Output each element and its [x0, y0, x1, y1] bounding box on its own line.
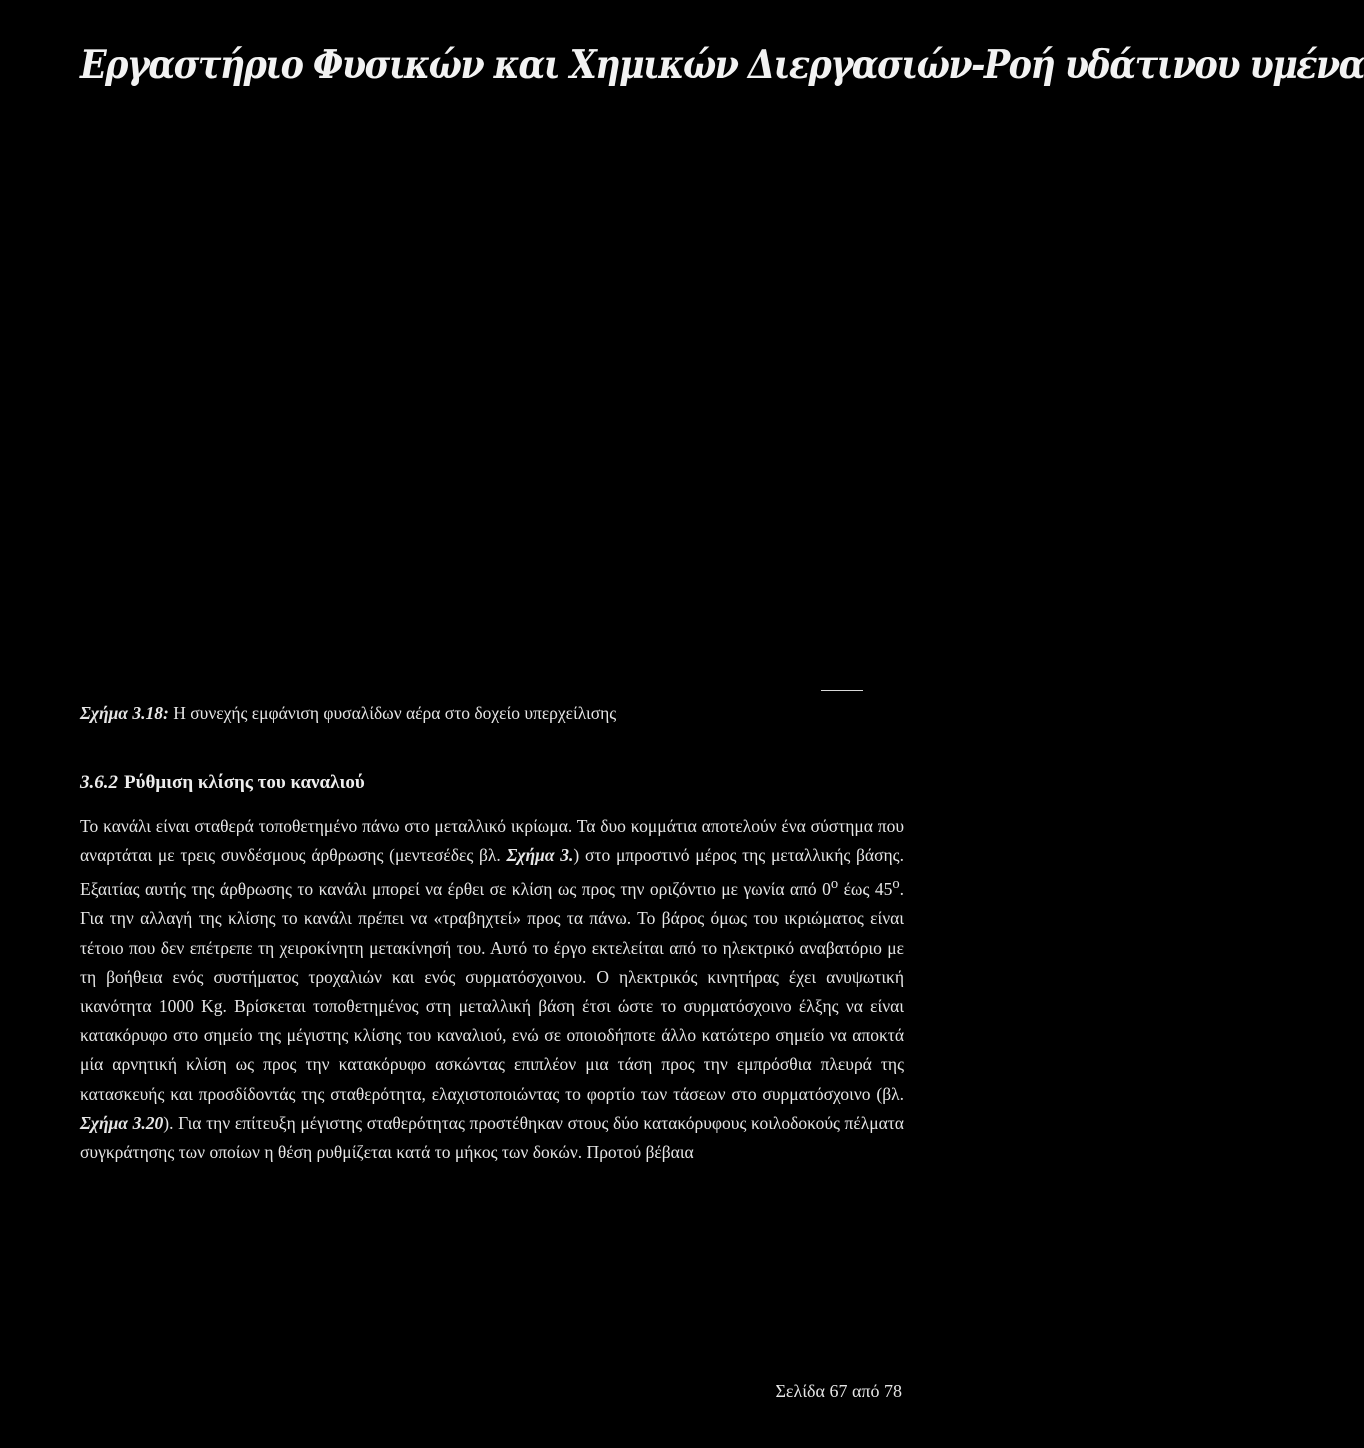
divider	[821, 690, 863, 691]
page-header-title: Εργαστήριο Φυσικών και Χημικών Διεργασιών-Ροή υδάτινου υμένα	[80, 42, 1364, 88]
body-text-2: ) στο μπροστινό μέρος της μεταλλικής βάσης. Εξαιτίας αυτής της άρθρωσης το κανάλι μπορεί να έρθει σε κλίση ως προς την οριζόντιο με γωνία από 0	[80, 845, 904, 900]
body-paragraph	[80, 812, 904, 1167]
section-heading	[80, 772, 365, 794]
page-number: Σελίδα 67 από 78	[775, 1381, 902, 1401]
figure-caption	[80, 703, 616, 724]
degree-sign: ο	[892, 876, 900, 893]
figure-caption-text: Η συνεχής εμφάνιση φυσαλίδων αέρα στο δοχείο υπερχείλισης	[173, 703, 617, 723]
section-number: 3.6.2	[80, 772, 118, 793]
figure-label: Σχήμα 3.18:	[80, 703, 169, 723]
body-text-4: . Για την αλλαγή της κλίσης το κανάλι πρέπει να «τραβηχτεί» προς τα πάνω. Το βάρος όμως του ικριώματος είναι τέτοιο που δεν επέτρεπε τη χειροκίνητη μετακίνησή του. Αυτό το έργο εκτελείται από το ηλεκτρικό αναβατόριο με τη βοήθεια ενός συστήματος τροχαλιών και ενός συρματόσχοινου. Ο ηλεκτρικός κινητήρας έχει ανυψωτική ικανότητα 1000 Kg. Βρίσκεται τοποθετημένος στη μεταλλική βάση έτσι ώστε το συρματόσχοινο έλξης να είναι κατακόρυφο στο σημείο της μέγιστης κλίσης του καναλιού, ενώ σε οποιοδήποτε άλλο κατώτερο σημείο να αποκτά μία αρνητική κλίση ως προς την κατακόρυφο ασκώντας επιπλέον μια τάση προς την εμπρόσθια πλευρά της κατασκευής και προσδίδοντάς της σταθερότητα, ελαχιστοποιώντας το φορτίο των τάσεων στο συρματόσχοινο (βλ.	[80, 879, 904, 1104]
body-text-5: ). Για την επίτευξη μέγιστης σταθερότητας προστέθηκαν στους δύο κατακόρυφους κοιλοδοκούς πέλματα συγκράτησης των οποίων η θέση ρυθμίζεται κατά το μήκος των δοκών. Προτού βέβαια	[80, 1112, 904, 1163]
figure-image	[80, 110, 910, 680]
figure-reference: Σχήμα 3.20	[80, 1112, 164, 1133]
body-text-3: έως 45	[838, 879, 893, 900]
figure-reference: Σχήμα 3.	[506, 845, 574, 866]
section-title: Ρύθμιση κλίσης του καναλιού	[124, 772, 365, 793]
degree-sign: ο	[830, 876, 839, 893]
body-text-1: Το κανάλι είναι σταθερά τοποθετημένο πάνω στο μεταλλικό ικρίωμα. Τα δυο κομμάτια αποτελούν ένα σύστημα που αναρτάται με τρεις συνδέσμους άρθρωσης (μεντεσέδες βλ.	[80, 816, 904, 866]
